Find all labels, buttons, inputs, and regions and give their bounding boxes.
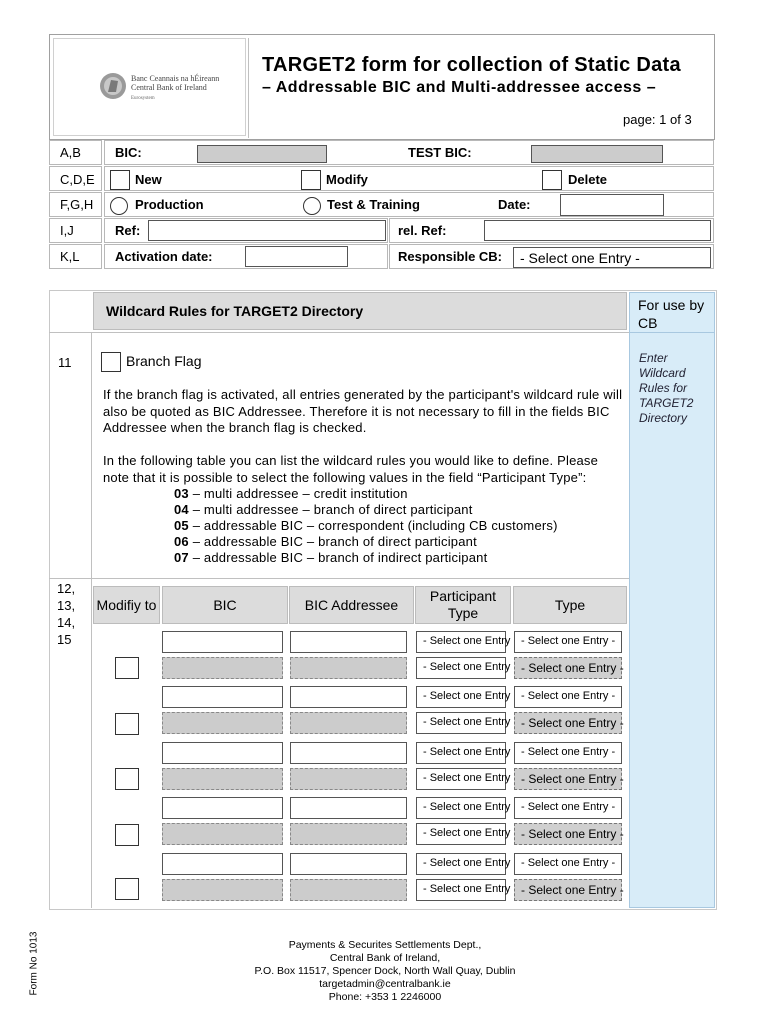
section-title-bar <box>93 292 627 330</box>
test-training-label: Test & Training <box>327 197 420 212</box>
bic-addressee-input[interactable] <box>290 686 407 708</box>
page-number: page: 1 of 3 <box>623 112 692 127</box>
production-radio[interactable] <box>110 197 128 215</box>
test-bic-label: TEST BIC: <box>408 145 472 160</box>
modify-label: Modify <box>326 172 368 187</box>
modify-row-checkbox[interactable] <box>115 824 139 846</box>
type-code: 07 <box>174 550 189 565</box>
participant-type-select[interactable]: - Select one Entry <box>416 797 506 819</box>
cb-header-divider <box>629 332 715 333</box>
rel-ref-input[interactable] <box>484 220 711 241</box>
type-select-alt[interactable]: - Select one Entry - <box>514 657 622 679</box>
branch-flag-description: If the branch flag is activated, all entries generated by the participant's wildcard rule will also be quoted as BIC Addressee. Therefore it is not necessary to fill in the fields BIC Addressee when the branch flag is checked. <box>103 387 623 435</box>
row-code-ij: I,J <box>60 223 74 238</box>
row-code-fgh: F,G,H <box>60 197 94 212</box>
row-codes-12-15: 12, 13, 14, 15 <box>57 581 76 647</box>
participant-type-select-alt[interactable]: - Select one Entry <box>416 712 506 734</box>
branch-flag-checkbox[interactable] <box>101 352 121 372</box>
row-code-kl: K,L <box>60 249 80 264</box>
table-row <box>93 796 627 850</box>
type-select[interactable]: - Select one Entry - <box>514 853 622 875</box>
type-item-05 <box>174 518 624 535</box>
type-select-alt[interactable]: - Select one Entry - <box>514 823 622 845</box>
bic-cell-input-alt[interactable] <box>162 657 283 679</box>
col-header-participant-type: Participant Type <box>415 586 511 624</box>
ref-label: Ref: <box>115 223 141 238</box>
col-header-type: Type <box>513 586 627 624</box>
participant-type-intro: In the following table you can list the wildcard rules you would like to define. Please note that it is possible to select the following values in the field “Participant Type”: <box>103 453 599 485</box>
row-code-11: 11 <box>58 355 72 370</box>
test-training-radio[interactable] <box>303 197 321 215</box>
delete-checkbox[interactable] <box>542 170 562 190</box>
bic-cell-input[interactable] <box>162 853 283 875</box>
participant-type-select[interactable]: - Select one Entry <box>416 742 506 764</box>
modify-checkbox[interactable] <box>301 170 321 190</box>
bic-input[interactable] <box>197 145 327 163</box>
row-code-ab: A,B <box>60 145 81 160</box>
participant-type-select[interactable]: - Select one Entry <box>416 853 506 875</box>
bic-cell-input-alt[interactable] <box>162 823 283 845</box>
type-code: 04 <box>174 502 189 517</box>
participant-type-select-alt[interactable]: - Select one Entry <box>416 879 506 901</box>
responsible-cb-select[interactable]: - Select one Entry - <box>513 247 711 268</box>
type-select[interactable]: - Select one Entry - <box>514 742 622 764</box>
type-item-07 <box>174 550 624 567</box>
type-select[interactable]: - Select one Entry - <box>514 797 622 819</box>
bic-addressee-input-alt[interactable] <box>290 823 407 845</box>
type-code: 03 <box>174 486 189 501</box>
rel-ref-label: rel. Ref: <box>398 223 447 238</box>
branch-flag-label: Branch Flag <box>126 353 202 369</box>
table-row <box>93 740 627 794</box>
table-row <box>93 628 627 682</box>
type-select-alt[interactable]: - Select one Entry - <box>514 768 622 790</box>
type-desc: – multi addressee – credit institution <box>192 486 408 501</box>
test-bic-input[interactable] <box>531 145 663 163</box>
new-checkbox[interactable] <box>110 170 130 190</box>
row-cde-body <box>104 166 714 191</box>
production-label: Production <box>135 197 204 212</box>
bic-addressee-input[interactable] <box>290 631 407 653</box>
footer-phone: Phone: +353 1 2246000 <box>328 991 442 1003</box>
bic-addressee-input[interactable] <box>290 742 407 764</box>
col-header-modify: Modifiy to <box>93 586 160 624</box>
row-ij-code-cell <box>49 218 102 243</box>
activation-date-input[interactable] <box>245 246 348 267</box>
col-header-bic-addressee: BIC Addressee <box>289 586 414 624</box>
bic-addressee-input[interactable] <box>290 797 407 819</box>
date-input[interactable] <box>560 194 664 216</box>
ref-input[interactable] <box>148 220 386 241</box>
bic-cell-input-alt[interactable] <box>162 768 283 790</box>
page-subtitle: – Addressable BIC and Multi-addressee access – <box>262 79 657 96</box>
footer-address <box>200 939 570 1004</box>
table-divider <box>49 578 629 579</box>
type-select-alt[interactable]: - Select one Entry - <box>514 879 622 901</box>
harp-logo-icon <box>99 72 127 100</box>
type-item-06 <box>174 534 624 551</box>
type-item-03 <box>174 486 624 503</box>
logo-line-2: Central Bank of Ireland <box>131 83 207 92</box>
header-divider <box>248 38 249 138</box>
type-code: 06 <box>174 534 189 549</box>
form-number: Form No 1013 <box>28 931 40 996</box>
delete-label: Delete <box>568 172 608 187</box>
table-row <box>93 684 627 738</box>
section-title: Wildcard Rules for TARGET2 Directory <box>106 302 364 319</box>
participant-type-select[interactable]: - Select one Entry <box>416 631 506 653</box>
footer-line: Central Bank of Ireland, <box>329 952 441 964</box>
footer-line: Payments & Securites Settlements Dept., <box>288 939 482 951</box>
type-select[interactable]: - Select one Entry - <box>514 631 622 653</box>
section-left-divider <box>91 333 92 908</box>
bic-cell-input[interactable] <box>162 686 283 708</box>
logo-line-1: Banc Ceannais na hÉireann <box>131 74 220 83</box>
bic-cell-input[interactable] <box>162 631 283 653</box>
page-title: TARGET2 form for collection of Static Data <box>262 54 681 76</box>
responsible-cb-label: Responsible CB: <box>398 249 503 264</box>
type-desc: – multi addressee – branch of direct participant <box>192 502 473 517</box>
type-desc: – addressable BIC – branch of direct participant <box>192 534 477 549</box>
footer-line: P.O. Box 11517, Spencer Dock, North Wall Quay, Dublin <box>254 965 516 977</box>
bic-addressee-input-alt[interactable] <box>290 657 407 679</box>
participant-type-select-alt[interactable]: - Select one Entry <box>416 768 506 790</box>
bic-cell-input-alt[interactable] <box>162 879 283 901</box>
col-header-bic: BIC <box>162 586 288 624</box>
row-code-cde: C,D,E <box>60 172 95 187</box>
participant-type-select-alt[interactable]: - Select one Entry <box>416 823 506 845</box>
new-label: New <box>135 172 162 187</box>
type-select-alt[interactable]: - Select one Entry - <box>514 712 622 734</box>
modify-row-checkbox[interactable] <box>115 878 139 900</box>
type-select[interactable]: - Select one Entry - <box>514 686 622 708</box>
participant-type-select-alt[interactable]: - Select one Entry <box>416 657 506 679</box>
modify-row-checkbox[interactable] <box>115 657 139 679</box>
bic-cell-input-alt[interactable] <box>162 712 283 734</box>
type-desc: – addressable BIC – correspondent (including CB customers) <box>192 518 558 533</box>
modify-row-checkbox[interactable] <box>115 713 139 735</box>
type-desc: – addressable BIC – branch of indirect participant <box>192 550 488 565</box>
bic-addressee-input-alt[interactable] <box>290 768 407 790</box>
bic-addressee-input[interactable] <box>290 853 407 875</box>
section-divider <box>49 332 629 333</box>
bic-label: BIC: <box>115 145 142 160</box>
logo-line-3: Eurosystem <box>131 96 155 101</box>
cb-note: Enter Wildcard Rules for TARGET2 Directory <box>639 351 694 425</box>
table-row <box>93 852 627 906</box>
participant-type-select[interactable]: - Select one Entry <box>416 686 506 708</box>
footer-email: targetadmin@centralbank.ie <box>319 978 451 990</box>
cb-header: For use by CB <box>638 297 705 331</box>
type-item-04 <box>174 502 624 519</box>
bic-addressee-input-alt[interactable] <box>290 879 407 901</box>
bic-cell-input[interactable] <box>162 742 283 764</box>
bic-addressee-input-alt[interactable] <box>290 712 407 734</box>
date-label: Date: <box>498 197 531 212</box>
bic-cell-input[interactable] <box>162 797 283 819</box>
type-code: 05 <box>174 518 189 533</box>
activation-date-label: Activation date: <box>115 249 213 264</box>
modify-row-checkbox[interactable] <box>115 768 139 790</box>
